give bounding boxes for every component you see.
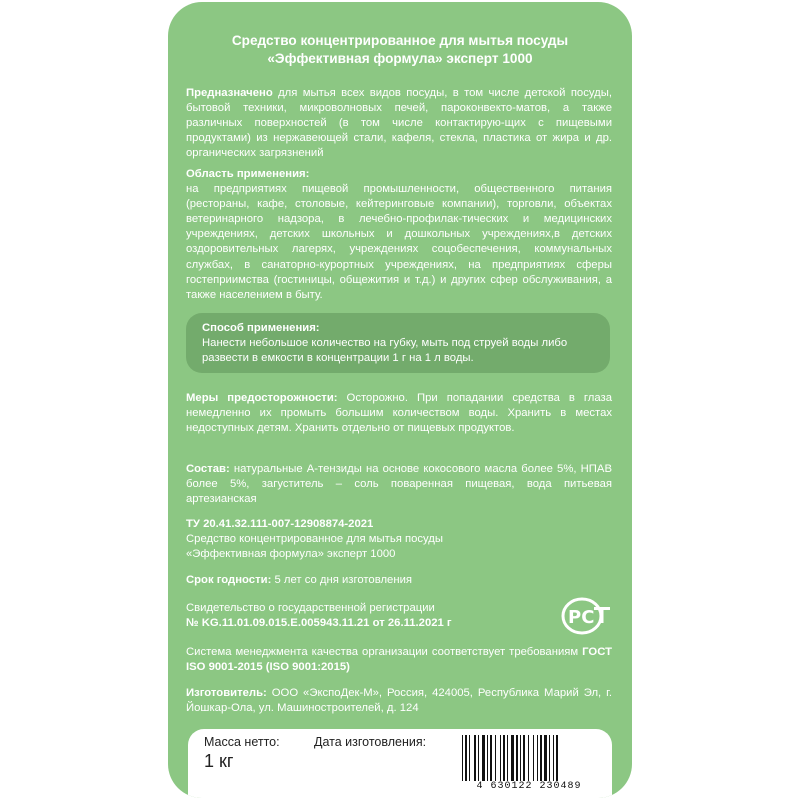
precautions-section (186, 391, 612, 436)
purpose-label: Предназначено (186, 87, 273, 99)
precautions-label: Меры предосторожности: (186, 392, 338, 404)
composition-text: натуральные А-тензиды на основе кокосового масла более 5%, НПАВ более 5%, загуститель – соль поваренная пищевая, вода питьевая артезианская (186, 463, 612, 506)
quality-section (186, 645, 612, 675)
manufacturer-label: Изготовитель: (186, 687, 267, 699)
shelf-life-section (186, 573, 612, 588)
shelf-life-text: 5 лет со дня изготовления (271, 574, 412, 586)
title-line-1: Средство концентрированное для мытья посуды (231, 33, 569, 48)
tu-line-1: Средство концентрированное для мытья посуды (186, 533, 443, 546)
quality-text: Система менеджмента качества организации соответствует требованиям (186, 646, 583, 658)
footer-panel (188, 729, 612, 798)
registration-line-2: № KG.11.01.09.015.Е.005943.11.21 от 26.11.2021 г (186, 617, 452, 630)
barcode-digits: 4 630122 230489 (476, 781, 582, 792)
method-text: Нанести небольшое количество на губку, мыть под струей воды либо развести в емкости в концентрации 1 г на 1 л воды. (202, 337, 568, 365)
quality-standard: ГОСТ ISO 9001-2015 (ISO 9001:2015) (186, 646, 612, 674)
purpose-section (186, 86, 612, 161)
manufacturer-text: ООО «ЭкспоДек-М», Россия, 424005, Республика Марий Эл, г. Йошкар-Ола, ул. Машиностроителей, д. 124 (186, 687, 612, 715)
net-mass-label: Масса нетто: (204, 735, 280, 749)
product-title (168, 32, 632, 68)
tu-section (186, 517, 612, 562)
shelf-life-label: Срок годности: (186, 574, 272, 586)
pct-certification-icon (560, 596, 612, 636)
manufacture-date-label: Дата изготовления: (314, 735, 427, 749)
net-mass-value: 1 кг (204, 751, 234, 771)
precautions-text: Осторожно. При попадании средства в глаза немедленно их промыть большим количеством воды. Хранить в местах недоступных детям. Хранить отдельно от пищевых продуктов. (186, 392, 612, 435)
registration-section (186, 601, 556, 631)
composition-section (186, 462, 612, 507)
area-text: на предприятиях пищевой промышленности, общественного питания (рестораны, кафе, столовые, кейтеринговые компании), торговли, объектах ветеринарного надзора, в лечебно-профилак-тических и медицинских учреждениях, детских школьных и дошкольных учреждениях,в детских оздоровительных лагерях, учреждениях соцобеспечения, коммунальных службах, в санаторно-курортных учреждениях, на предприятиях сферы гостеприимства (гостиницы, общежития и т.д.) и других сфер обслуживания, а также населением в быту. (186, 183, 612, 301)
composition-label: Состав: (186, 463, 230, 475)
barcode (460, 735, 598, 783)
tu-line-2: «Эффективная формула» эксперт 1000 (186, 548, 396, 561)
product-label (168, 2, 632, 798)
manufacturer-section (186, 686, 612, 716)
tu-code: ТУ 20.41.32.111-007-12908874-2021 (186, 518, 374, 530)
method-box (186, 313, 610, 373)
purpose-text: для мытья всех видов посуды, в том числе детской посуды, бытовой техники, микроволновых печей, пароконвекто-матов, а также различных поверхностей (в том числе контактирую-щих с пищевыми продуктами) из нержавеющей стали, кафеля, стекла, пластика от жира и др. органических загрязнений (186, 87, 612, 160)
area-section (186, 167, 612, 303)
area-label: Область применения: (186, 168, 310, 180)
method-label: Способ применения: (202, 322, 320, 334)
title-line-2: «Эффективная формула» эксперт 1000 (267, 51, 533, 66)
registration-line-1: Свидетельство о государственной регистрации (186, 602, 435, 614)
svg-text:PC: PC (568, 607, 595, 628)
